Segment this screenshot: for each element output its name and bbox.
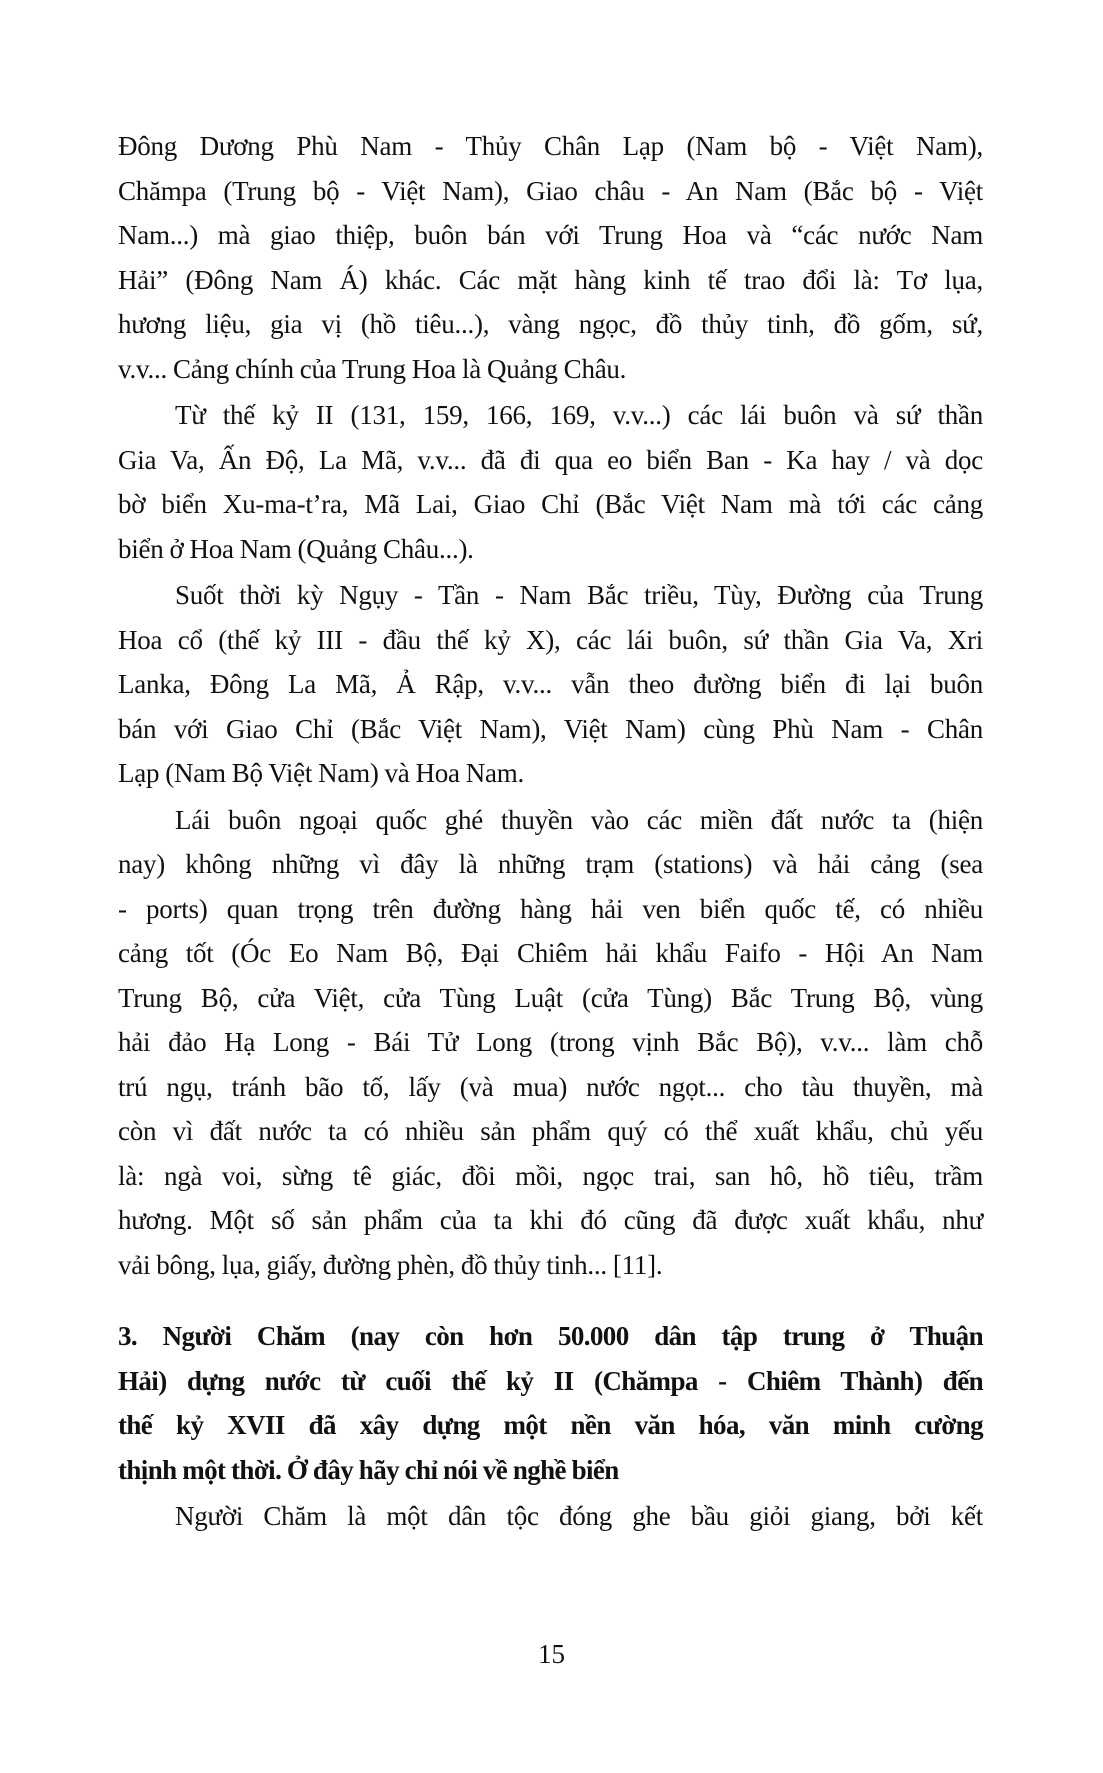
paragraph-foreign-merchants	[118, 798, 983, 1288]
heading-line: Hải) dựng nước từ cuối thế kỷ II (Chămpa - Chiêm Thành) đến	[118, 1365, 983, 1396]
text-line: hương liệu, gia vị (hồ tiêu...), vàng ngọc, đồ thủy tinh, đồ gốm, sứ,	[118, 309, 983, 339]
text-line: bán với Giao Chỉ (Bắc Việt Nam), Việt Nam) cùng Phù Nam - Chân	[118, 713, 983, 744]
heading-line: thịnh một thời. Ở đây hãy chỉ nói về nghề biển	[118, 1454, 619, 1485]
text-line: trú ngụ, tránh bão tố, lấy (và mua) nước ngọt... cho tàu thuyền, mà	[118, 1071, 983, 1102]
text-line: còn vì đất nước ta có nhiều sản phẩm quý có thể xuất khẩu, chủ yếu	[118, 1116, 983, 1146]
page-number: 15	[538, 1639, 565, 1669]
text-line: Hải” (Đông Nam Á) khác. Các mặt hàng kinh tế trao đổi là: Tơ lụa,	[118, 264, 983, 295]
text-line: là: ngà voi, sừng tê giác, đồi mồi, ngọc trai, san hô, hồ tiêu, trầm	[118, 1160, 983, 1191]
text-line: biển ở Hoa Nam (Quảng Châu...).	[118, 533, 474, 564]
text-line: nay) không những vì đây là những trạm (stations) và hải cảng (sea	[118, 849, 983, 879]
text-line: Lanka, Đông La Mã, Ả Rập, v.v... vẫn theo đường biển đi lại buôn	[118, 669, 983, 699]
text-line: Hoa cổ (thế kỷ III - đầu thế kỷ X), các lái buôn, sứ thần Gia Va, Xri	[118, 624, 983, 655]
paragraph-dynasties	[118, 573, 983, 796]
text-line: Lạp (Nam Bộ Việt Nam) và Hoa Nam.	[118, 758, 525, 788]
text-line: hải đảo Hạ Long - Bái Tử Long (trong vịnh Bắc Bộ), v.v... làm chỗ	[118, 1027, 983, 1057]
section-heading	[118, 1314, 983, 1492]
text-line: - ports) quan trọng trên đường hàng hải ven biển quốc tế, có nhiều	[118, 893, 983, 924]
text-line: Gia Va, Ấn Độ, La Mã, v.v... đã đi qua eo biển Ban - Ka hay / và dọc	[118, 444, 983, 475]
paragraph-cham-boats	[118, 1494, 983, 1539]
text-line: hương. Một số sản phẩm của ta khi đó cũng đã được xuất khẩu, như	[118, 1205, 983, 1235]
heading-line: 3. Người Chăm (nay còn hơn 50.000 dân tập trung ở Thuận	[118, 1321, 983, 1351]
text-line: Nam...) mà giao thiệp, buôn bán với Trung Hoa và “các nước Nam	[118, 220, 983, 250]
text-line: bờ biển Xu-ma-t’ra, Mã Lai, Giao Chỉ (Bắc Việt Nam mà tới các cảng	[118, 489, 983, 519]
heading-line: thế kỷ XVII đã xây dựng một nền văn hóa, văn minh cường	[118, 1410, 983, 1440]
paragraph-second-century	[118, 393, 983, 571]
text-line: Đông Dương Phù Nam - Thủy Chân Lạp (Nam bộ - Việt Nam),	[118, 131, 983, 161]
text-line: Người Chăm là một dân tộc đóng ghe bầu giỏi giang, bởi kết	[175, 1501, 983, 1531]
text-line: v.v... Cảng chính của Trung Hoa là Quảng Châu.	[118, 353, 627, 384]
text-line: Chămpa (Trung bộ - Việt Nam), Giao châu - An Nam (Bắc bộ - Việt	[118, 175, 983, 206]
body-text	[118, 124, 983, 1541]
text-line: Trung Bộ, cửa Việt, cửa Tùng Luật (cửa Tùng) Bắc Trung Bộ, vùng	[118, 982, 983, 1013]
text-line: vải bông, lụa, giấy, đường phèn, đồ thủy tinh... [11].	[118, 1249, 663, 1280]
text-line: cảng tốt (Óc Eo Nam Bộ, Đại Chiêm hải khẩu Faifo - Hội An Nam	[118, 938, 983, 968]
text-line: Suốt thời kỳ Ngụy - Tần - Nam Bắc triều, Tùy, Đường của Trung	[175, 580, 983, 610]
paragraph-trade-relations	[118, 124, 983, 391]
text-line: Lái buôn ngoại quốc ghé thuyền vào các miền đất nước ta (hiện	[175, 804, 983, 835]
text-line: Từ thế kỷ II (131, 159, 166, 169, v.v...) các lái buôn và sứ thần	[175, 400, 983, 430]
